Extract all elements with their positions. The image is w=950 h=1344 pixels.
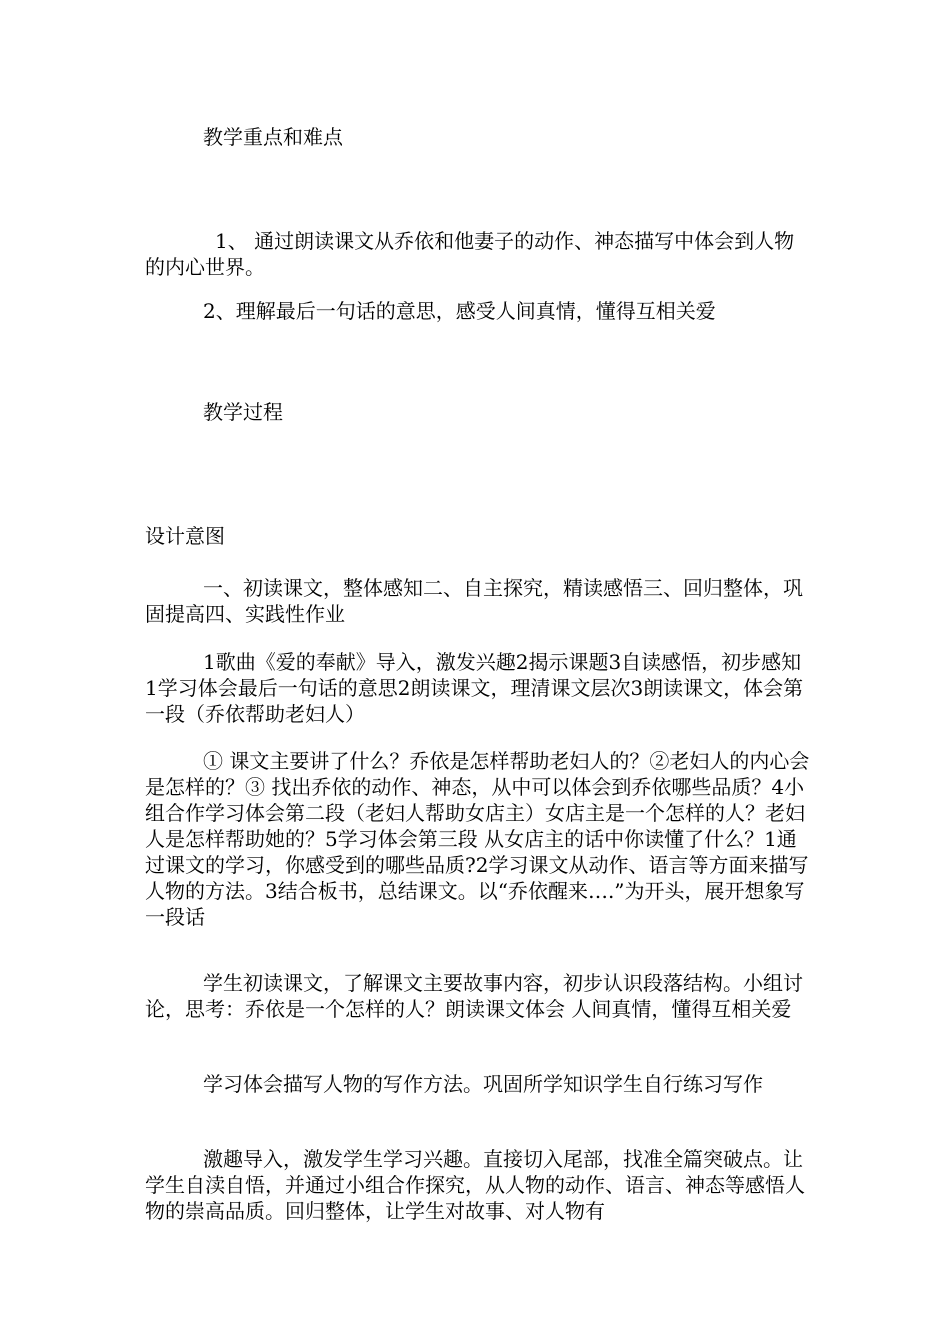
heading-key-points: 教学重点和难点 [203,125,343,149]
process-outline: 一、初读课文，整体感知二、自主探究，精读感悟三、回归整体，巩固提高四、实践性作业 [145,576,803,626]
heading-process: 教学过程 [203,400,283,424]
key-point-2: 2、理解最后一句话的意思，感受人间真情，懂得互相关爱 [203,299,716,323]
heading-design: 设计意图 [145,524,225,548]
key-point-1: 1、 通过朗读课文从乔依和他妻子的动作、神态描写中体会到人物的内心世界。 [145,229,795,279]
process-questions: ① 课文主要讲了什么？乔依是怎样帮助老妇人的？②老妇人的内心会是怎样的？③ 找出乔依的动作、神态，从中可以体会到乔依哪些品质？4小组合作学习体会第二段（老妇人帮助女店主）女店主是一个怎样的人？老妇人是怎样帮助她的？5学习体会第三段 从女店主的话中你读懂了什么？1通过课文的学习，你感受到的哪些品质?2学习课文从动作、语言等方面来描写人物的方法。3结合板书，总结课文。以“乔依醒来….”为开头，展开想象写一段话 [145,749,810,929]
design-intent-2: 学习体会描写人物的写作方法。巩固所学知识学生自行练习写作 [203,1072,763,1096]
process-steps: 1歌曲《爱的奉献》导入，激发兴趣2揭示课题3自读感悟，初步感知1学习体会最后一句话的意思2朗读课文，理清课文层次3朗读课文，体会第一段（乔依帮助老妇人） [145,650,804,726]
design-intent-1: 学生初读课文，了解课文主要故事内容，初步认识段落结构。小组讨论，思考：乔依是一个怎样的人？朗读课文体会 人间真情，懂得互相关爱 [145,971,803,1021]
design-intent-3: 激趣导入，激发学生学习兴趣。直接切入尾部，找准全篇突破点。让学生自渎自悟，并通过小组合作探究，从人物的动作、语言、神态等感悟人物的崇高品质。回归整体，让学生对故事、对人物有 [145,1147,805,1223]
